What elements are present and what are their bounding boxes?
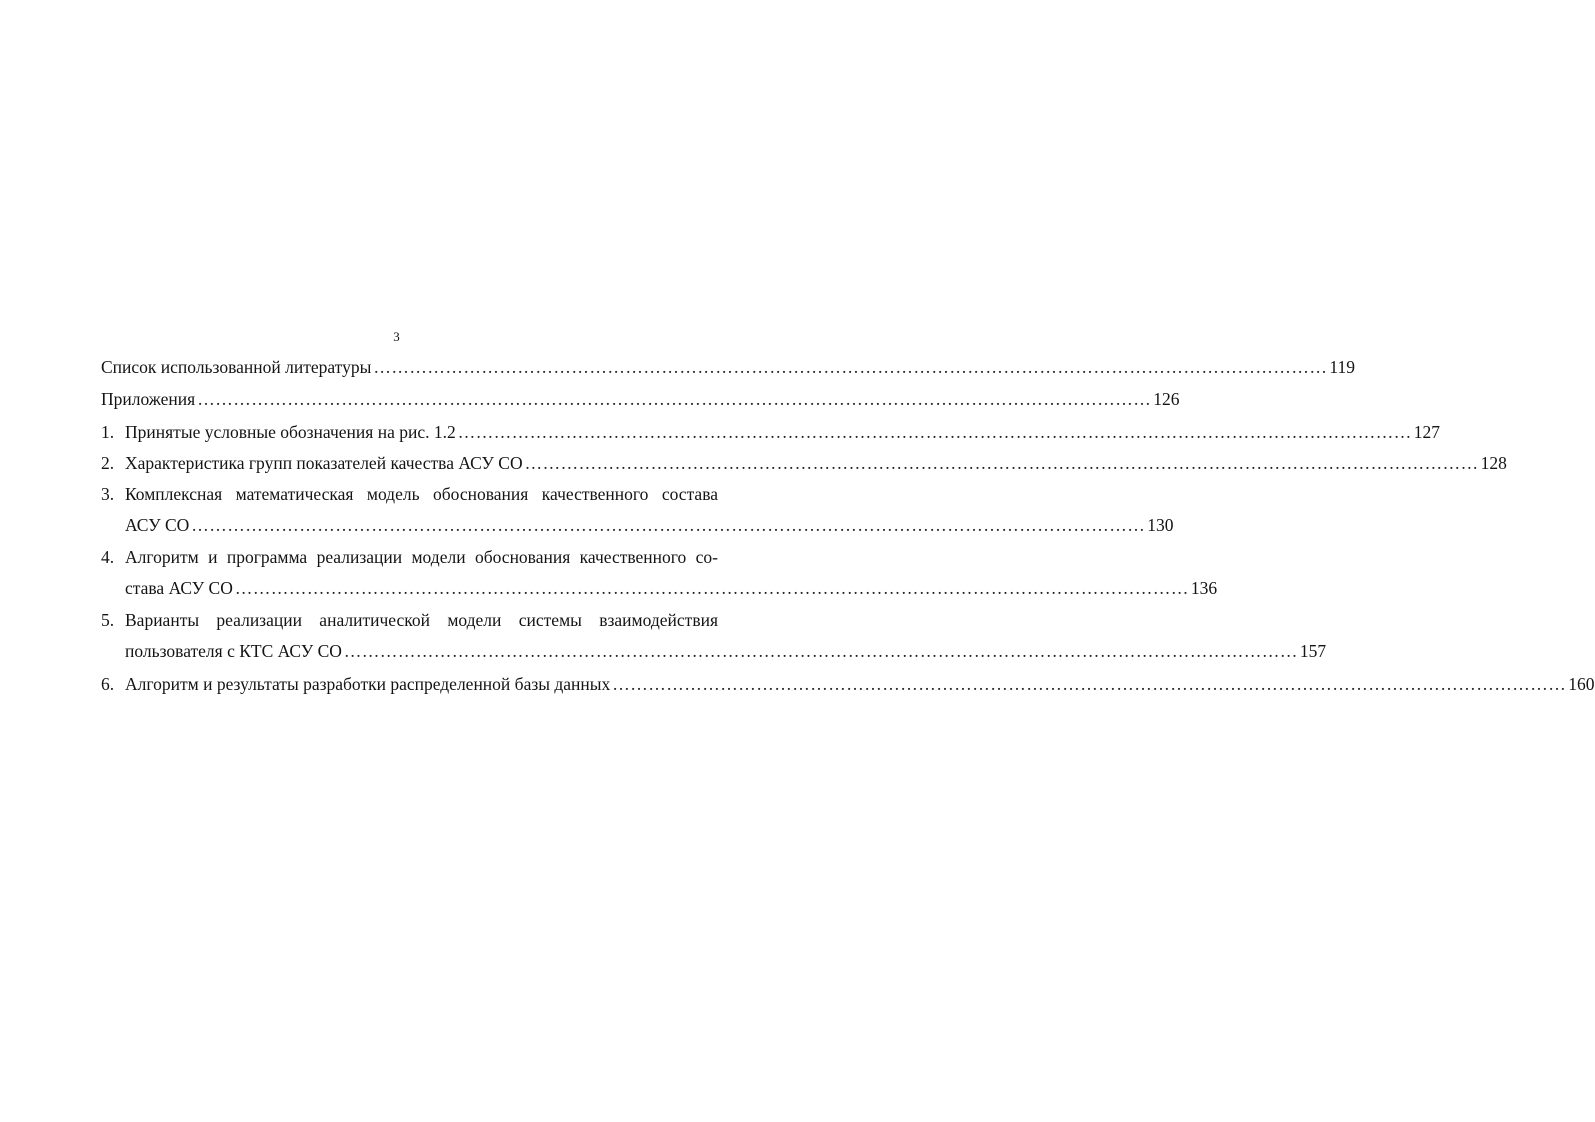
toc-item-number: 1.	[101, 422, 115, 442]
toc-page-number: 130	[1147, 515, 1174, 535]
dot-leader	[523, 448, 1481, 478]
dot-leader	[371, 352, 1329, 382]
toc-entry-appendix-2	[101, 448, 1507, 478]
toc-entry-text: Список использованной литературы	[101, 357, 372, 377]
toc-entry-text-line2: пользователя с КТС АСУ СО	[125, 641, 342, 661]
toc-entry-appendices	[101, 384, 1180, 414]
toc-item-number: 4.	[101, 547, 115, 567]
toc-page-number: 160	[1568, 674, 1595, 694]
toc-page-number: 127	[1413, 422, 1440, 442]
toc-entry-text: Характеристика групп показателей качества АСУ СО	[125, 453, 523, 473]
toc-page-number: 136	[1190, 578, 1218, 598]
toc-entry-appendix-6	[101, 669, 1595, 699]
toc-entry-text-line1: Комплексная математическая модель обоснования качественного состава	[125, 484, 718, 504]
toc-item-number: 2.	[101, 453, 115, 473]
toc-item-number: 6.	[101, 674, 115, 694]
dot-leader	[342, 636, 1300, 666]
toc-entry-references	[101, 352, 1355, 382]
toc-entry-text-line1: Варианты реализации аналитической модели системы взаимодействия	[125, 610, 718, 630]
toc-page-number: 126	[1153, 389, 1180, 409]
toc-entry-text-line1: Алгоритм и программа реализации модели обоснования качественного со-	[125, 547, 718, 567]
toc-entry-continuation	[125, 573, 1218, 603]
page-number: 3	[393, 329, 400, 344]
dot-leader	[233, 573, 1191, 603]
toc-page-number: 157	[1299, 641, 1327, 661]
toc-page-number: 128	[1480, 453, 1507, 473]
toc-entry-text-line2: АСУ СО	[125, 515, 190, 535]
toc-entry-text-line2: става АСУ СО	[125, 578, 233, 598]
toc-page-number: 119	[1329, 357, 1355, 377]
toc-item-number: 3.	[101, 484, 115, 504]
dot-leader	[456, 417, 1414, 447]
toc-entry-text: Принятые условные обозначения на рис. 1.2	[125, 422, 456, 442]
dot-leader	[189, 510, 1147, 540]
toc-entry-continuation	[125, 510, 1174, 540]
dot-leader	[610, 669, 1568, 699]
toc-item-number: 5.	[101, 610, 115, 630]
toc-entry-text: Алгоритм и результаты разработки распределенной базы данных	[125, 674, 611, 694]
toc-entry-text: Приложения	[101, 389, 196, 409]
toc-entry-appendix-1	[101, 417, 1440, 447]
dot-leader	[195, 384, 1153, 414]
toc-entry-continuation	[125, 636, 1327, 666]
